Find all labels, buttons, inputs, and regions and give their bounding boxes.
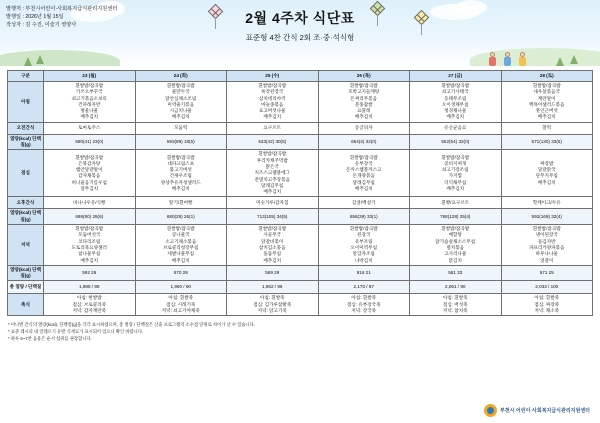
kcal-cell: 658(39) 33(1) [318,209,410,225]
meal-cell: 흰쌀밥/잡곡밥 대파크림스프 불고기버섯 건새우조림 양상추유자청샐러드 배추김치 [135,150,227,197]
column-header-day: 25 (수) [227,71,319,82]
kcal-cell: 592 29 [44,265,136,281]
child-figure [490,52,496,66]
meal-cell: 흰쌀밥/잡곡밥 콩나물국 소고기채소볶음 브로콜리청장무침 세발나물무침 배추김치 [135,225,227,266]
column-header-day: 24 (화) [135,71,227,82]
footer-logo-label: 부천시 어린이·사회복지급식관리지원센터 [500,408,590,414]
porridge-cell: 아침: 흰쌀죽 점심: 유부장국죽 저녁: 장국죽 [318,294,410,316]
table-row-total [8,281,593,294]
menu-table [7,70,593,316]
kcal-cell: 533(42) 30(5) [227,134,319,150]
meal-cell: 흰쌀밥/잡곡밥 새우살볶음국 계란말이 백목이샐러드볶음 풋인근버섯 배추김치 [501,82,593,123]
total-cell: 1,962 / 99 [227,281,319,294]
column-header-day: 28 (토) [501,71,593,82]
porridge-cell: 아침: 흰쌀죽 점심: 짜장죽 저녁: 채소죽 [501,294,593,316]
snack-cell: 바나나우유/식빵 [44,197,136,209]
snack-cell: 핫케이크/두유 [501,197,593,209]
meal-cell: 흰쌀밥/잡곡밥 가쓰오부꾸국 쇠고기볶음소보록 건파래자반 방울나물 배추김치 [44,82,136,123]
table-row-kcal-afternoon [8,209,593,225]
table-header-row [8,71,593,82]
footnotes [8,321,600,342]
row-label-lunch: 점심 [8,150,44,197]
snack-cell: 찰떡 [501,122,593,134]
kcal-cell: 816 21 [318,265,410,281]
total-cell: 1,988 / 89 [44,281,136,294]
snack-cell: 딸기/흰여빵 [135,197,227,209]
meal-cell: 흰쌀밥/잡곡밥 물만두국 닭안심채소조림 미역줄기볶음 시금치나물 배추김치 [135,82,227,123]
kcal-cell: 571(130) 33(6) [501,134,593,150]
kcal-cell: 570 28 [135,265,227,281]
row-label-total: 총 열량 / 단백질 [8,281,44,294]
kcal-cell: 581 33 [410,265,502,281]
table-row-morning-snack [8,122,593,134]
author-line: 작성자 : 김 수진, 이슬기 영양사 [6,22,77,28]
meal-cell: 흰쌀밥/잡곡밥 유부장국 돈까스햄볼까스고 돈개양볶음 달래김무침 배추김치 [318,150,410,197]
snack-cell: 모둠떡 [135,122,227,134]
snack-cell: 흰빵/요구르트 [410,197,502,209]
tree-icon [556,57,564,66]
meal-cell: 흰쌀밥/잡곡밥 된장국 유부조림 오이미역무침 알감자조림 나박김치 [318,225,410,266]
kcal-cell: 713(105) 34(5) [227,209,319,225]
hill-decoration [0,50,120,66]
snack-cell: 감귤/백설기 [318,197,410,209]
page-title: 2월 4주차 식단표 [245,10,355,26]
footnote-item: * 표준 레시피 내 알레르기 유발 식재료가 표시되어 있으니 확인 바랍니다. [8,329,144,335]
row-label-kcal: 열량(kcal) 단백질(g) [8,265,44,281]
tree-icon [36,55,44,64]
row-label-afternoon-snack: 오후간식 [8,197,44,209]
title-block [0,8,600,43]
table-row-lunch [8,150,593,197]
total-cell: 1,960 / 90 [135,281,227,294]
center-logo-icon [484,404,497,417]
row-label-breakfast: 아침 [8,82,44,123]
child-figure [505,52,511,66]
row-label-kcal: 열량(kcal) 단백질(g) [8,134,44,150]
snack-cell: 미숫가루/감자칩 [227,197,319,209]
row-label-morning-snack: 오전간식 [8,122,44,134]
snack-cell: 토마토주스 [44,122,136,134]
tree-icon [570,55,578,64]
page-subtitle: 표준형 4찬 간식 2회 조·중·석식형 [245,33,355,42]
child-figure [520,52,526,66]
meal-cell: 흰쌀밥/잡곡밥 배합탕 닭가슴살채소스무침 멸치볶음 고사리나물 닭김치 [410,225,502,266]
column-header-day: 23 (월) [44,71,136,82]
meal-cell: 흰쌀밥/잡곡밥 쇠고기사태국 동태무조림 오이생채무침 청경채나물 배추김치 [410,82,502,123]
kcal-cell: 552(54) 32(0) [410,134,502,150]
meal-cell: 흰쌀밥/잡곡밥 콩비지찌개 쇠고기장조림 가지찜 더덕채무침 배추김치 [410,150,502,197]
kcal-cell: 680(29) 26(1) [135,209,227,225]
column-header-day: 27 (금) [410,71,502,82]
meal-cell: 흰쌀밥/잡곡밥 은북감자탕 햄안달걀말이 감자채볶음 허니율음기름우침 얼무김치 [44,150,136,197]
publish-date-line: 발행일 : 2026년 1월 15일 [6,14,64,20]
meal-cell: 흰쌀밥/잡곡밥 쑥갓된장국 삼치데리야끼 마늘종볶음 표고버섯나물 배추김치 [227,82,319,123]
meal-cell: 흰쌀밥/잡곡밥 냉이된장국 돌김자반 파프리카양파볶음 하루나나물 얼갈이 [501,225,593,266]
table-row-dinner [8,225,593,266]
porridge-cell: 아침: 흰쌀죽 점심: 버섯죽 저녁: 참치죽 [410,294,502,316]
row-label-kcal: 열량(kcal) 단백질(g) [8,209,44,225]
porridge-cell: 아침: 현쌀밥 점심: 브로콜리죽 저녁: 감자계란죽 [44,294,136,316]
footnote-item: * 하루 6~7찬 음용은 순서 섭취를 권장합니다. [8,336,92,342]
table-row-afternoon-snack [8,197,593,209]
tree-icon [24,57,32,66]
snack-cell: 동글피자 [318,122,410,134]
footer-logo [484,404,590,417]
row-label-porridge: 축식 [8,294,44,316]
kcal-cell: 593(89) 18(5) [135,134,227,150]
meal-cell: 흰쌀밥/잡곡밥 모둠버섯국 코다리조림 도토리묵요양샐러 참나물무침 배추김치 [44,225,136,266]
table-row-kcal-morning [8,134,593,150]
column-header-category: 구분 [8,71,44,82]
meal-cell: 흰쌀밥/잡곡밥 호박고지들깨탕 돈쩌리무볶음 분홍찹쌀 요플레 배추김치 [318,82,410,123]
meal-cell: 흰쌀밥/잡곡밥 사골무국 닭갈비볶이 참치김소풍음 돌돔무침 배추김치 [227,225,319,266]
total-cell: 2,033 / 100 [501,281,593,294]
table-row-kcal-dinner [8,265,593,281]
kcal-cell: 686(90) 28(6) [44,209,136,225]
footnote-item: * 미니별 간식의 열량(kcal), 단백질(g)을 각각 표시하였으며, 총 열량 / 단백질은 산출 프로그램의 소수점 단위로 차이가 날 수 있습니다. [8,322,256,328]
kcal-cell: 592(169) 32(4) [501,209,593,225]
page-header [0,0,600,66]
meal-cell: 짜장밥 달걀맑국 단무지무침 배추김치 [501,150,593,197]
kcal-cell: 580(41) 23(0) [44,134,136,150]
table-row-porridge [8,294,593,316]
kcal-cell: 569 29 [227,265,319,281]
kcal-cell: 654(4) 32(0) [318,134,410,150]
kcal-cell: 788(128) 25(4) [410,209,502,225]
snack-cell: 유산균음료 [410,122,502,134]
total-cell: 2,170 / 87 [318,281,410,294]
snack-cell: 요구르트 [227,122,319,134]
publisher-line: 발행처 : 부천시어린이·사회복지급식관리지원센터 [6,6,118,12]
porridge-cell: 아침: 흰쌀죽 점심: 김가루참발죽 저녁: 닭고기죽 [227,294,319,316]
porridge-cell: 아침: 흰쌀죽 점심: 시래기죽 저녁: 쇠고기야채죽 [135,294,227,316]
meal-cell: 흰쌀밥/잡곡밥 후리카케주먹밥 맑은국 치즈스크램블에그 잔멸치고추장볶음 달래김무침 배추김치 [227,150,319,197]
total-cell: 2,061 / 90 [410,281,502,294]
table-row-breakfast [8,82,593,123]
row-label-dinner: 저녁 [8,225,44,266]
column-header-day: 26 (목) [318,71,410,82]
kcal-cell: 571 25 [501,265,593,281]
